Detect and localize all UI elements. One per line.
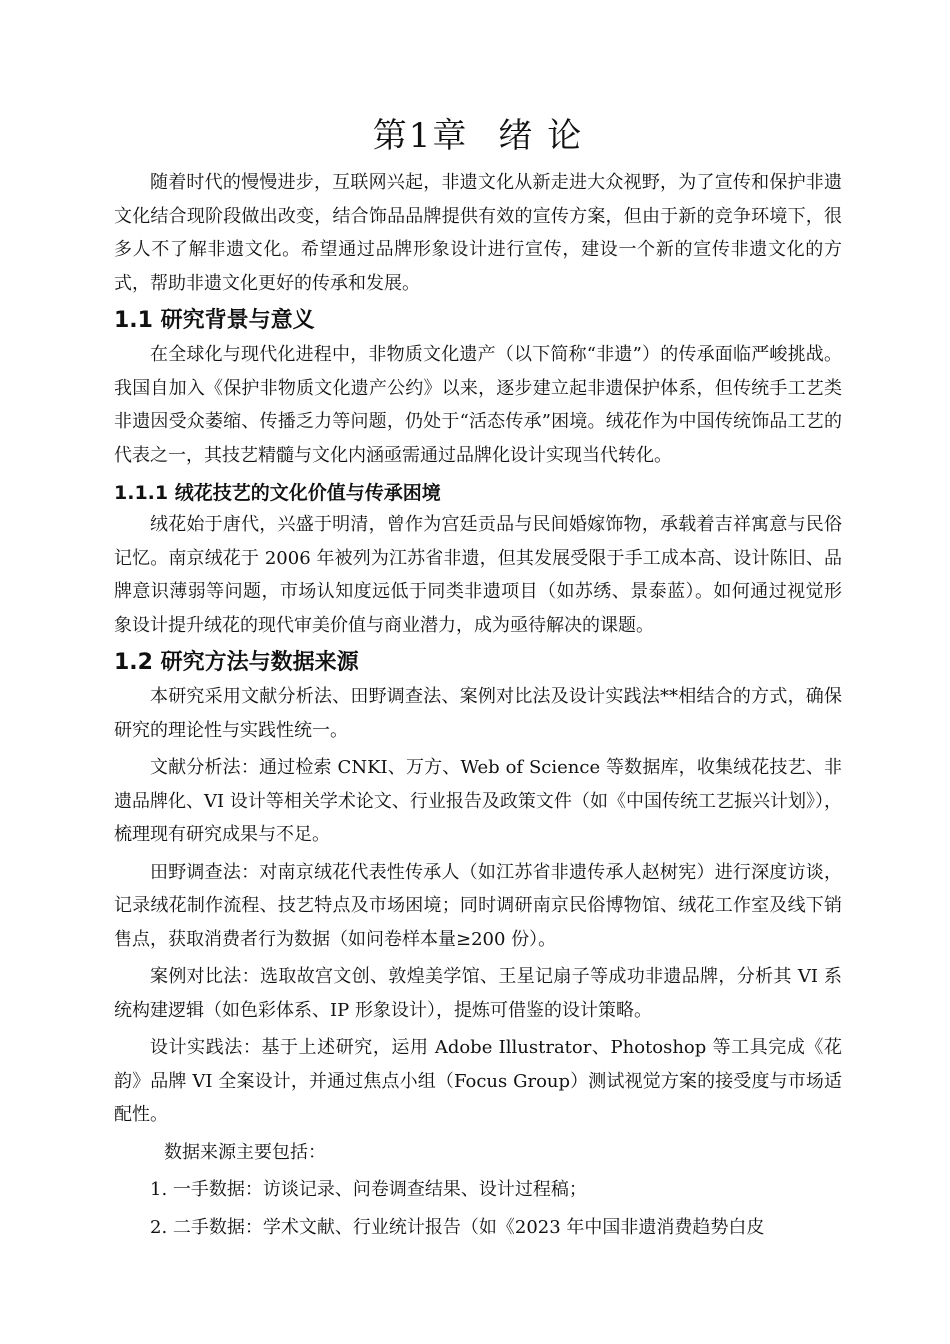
design-method-paragraph: 设计实践法：基于上述研究，运用 Adobe Illustrator、Photoshop 等工具完成《花韵》品牌 VI 全案设计，并通过焦点小组（Focus Group）测试视觉方案的接受度与市场适配性。 bbox=[114, 1037, 842, 1125]
intro-paragraph: 随着时代的慢慢进步，互联网兴起，非遗文化从新走进大众视野，为了宣传和保护非遗文化结合现阶段做出改变，结合饰品品牌提供有效的宣传方案，但由于新的竞争环境下，很多人不了解非遗文化。希望通过品牌形象设计进行宣传，建设一个新的宣传非遗文化的方式，帮助非遗文化更好的传承和发展。 bbox=[114, 172, 842, 294]
method-overview-paragraph: 本研究采用文献分析法、田野调查法、案例对比法及设计实践法**相结合的方式，确保研究的理论性与实践性统一。 bbox=[114, 686, 842, 741]
fieldwork-method-paragraph: 田野调查法：对南京绒花代表性传承人（如江苏省非遗传承人赵树宪）进行深度访谈，记录绒花制作流程、技艺特点及市场困境；同时调研南京民俗博物馆、绒花工作室及线下销售点，获取消费者行为数据（如问卷样本量≥200 份）。 bbox=[114, 861, 842, 950]
data-source-item: 2. 二手数据：学术文献、行业统计报告（如《2023 年中国非遗消费趋势白皮 bbox=[150, 1216, 765, 1238]
chapter-number: 1 bbox=[408, 116, 433, 156]
section-1-1-1-paragraph: 绒花始于唐代，兴盛于明清，曾作为宫廷贡品与民间婚嫁饰物，承载着吉祥寓意与民俗记忆。南京绒花于 2006 年被列为江苏省非遗，但其发展受限于手工成本高、设计陈旧、品牌意识薄弱等问题，市场认知度远低于同类非遗项目（如苏绣、景泰蓝）。如何通过视觉形象设计提升绒花的现代审美价值与商业潜力，成为亟待解决的课题。 bbox=[114, 514, 842, 636]
data-sources-intro: 数据来源主要包括： bbox=[164, 1141, 326, 1163]
chapter-name: 绪 论 bbox=[498, 116, 584, 156]
section-1-1-paragraph: 在全球化与现代化进程中，非物质文化遗产（以下简称“非遗”）的传承面临严峻挑战。我国自加入《保护非物质文化遗产公约》以来，逐步建立起非遗保护体系，但传统手工艺类非遗因受众萎缩、传播乏力等问题，仍处于“活态传承”困境。绒花作为中国传统饰品工艺的代表之一，其技艺精髓与文化内涵亟需通过品牌化设计实现当代转化。 bbox=[114, 344, 842, 466]
chapter-title bbox=[114, 110, 842, 162]
section-heading-1-1-1: 1.1.1 绒花技艺的文化价值与传承困境 bbox=[114, 482, 441, 504]
chapter-suffix: 章 bbox=[432, 116, 469, 156]
case-method-paragraph: 案例对比法：选取故宫文创、敦煌美学馆、王星记扇子等成功非遗品牌，分析其 VI 系统构建逻辑（如色彩体系、IP 形象设计），提炼可借鉴的设计策略。 bbox=[114, 966, 842, 1021]
document-page bbox=[114, 110, 842, 1244]
chapter-prefix: 第 bbox=[372, 116, 409, 156]
data-source-item: 1. 一手数据：访谈记录、问卷调查结果、设计过程稿； bbox=[150, 1179, 587, 1200]
section-heading-1-1: 1.1 研究背景与意义 bbox=[114, 308, 315, 333]
section-heading-1-2: 1.2 研究方法与数据来源 bbox=[114, 650, 359, 675]
literature-method-paragraph: 文献分析法：通过检索 CNKI、万方、Web of Science 等数据库，收集绒花技艺、非遗品牌化、VI 设计等相关学术论文、行业报告及政策文件（如《中国传统工艺振兴计划》），梳理现有研究成果与不足。 bbox=[114, 757, 842, 845]
